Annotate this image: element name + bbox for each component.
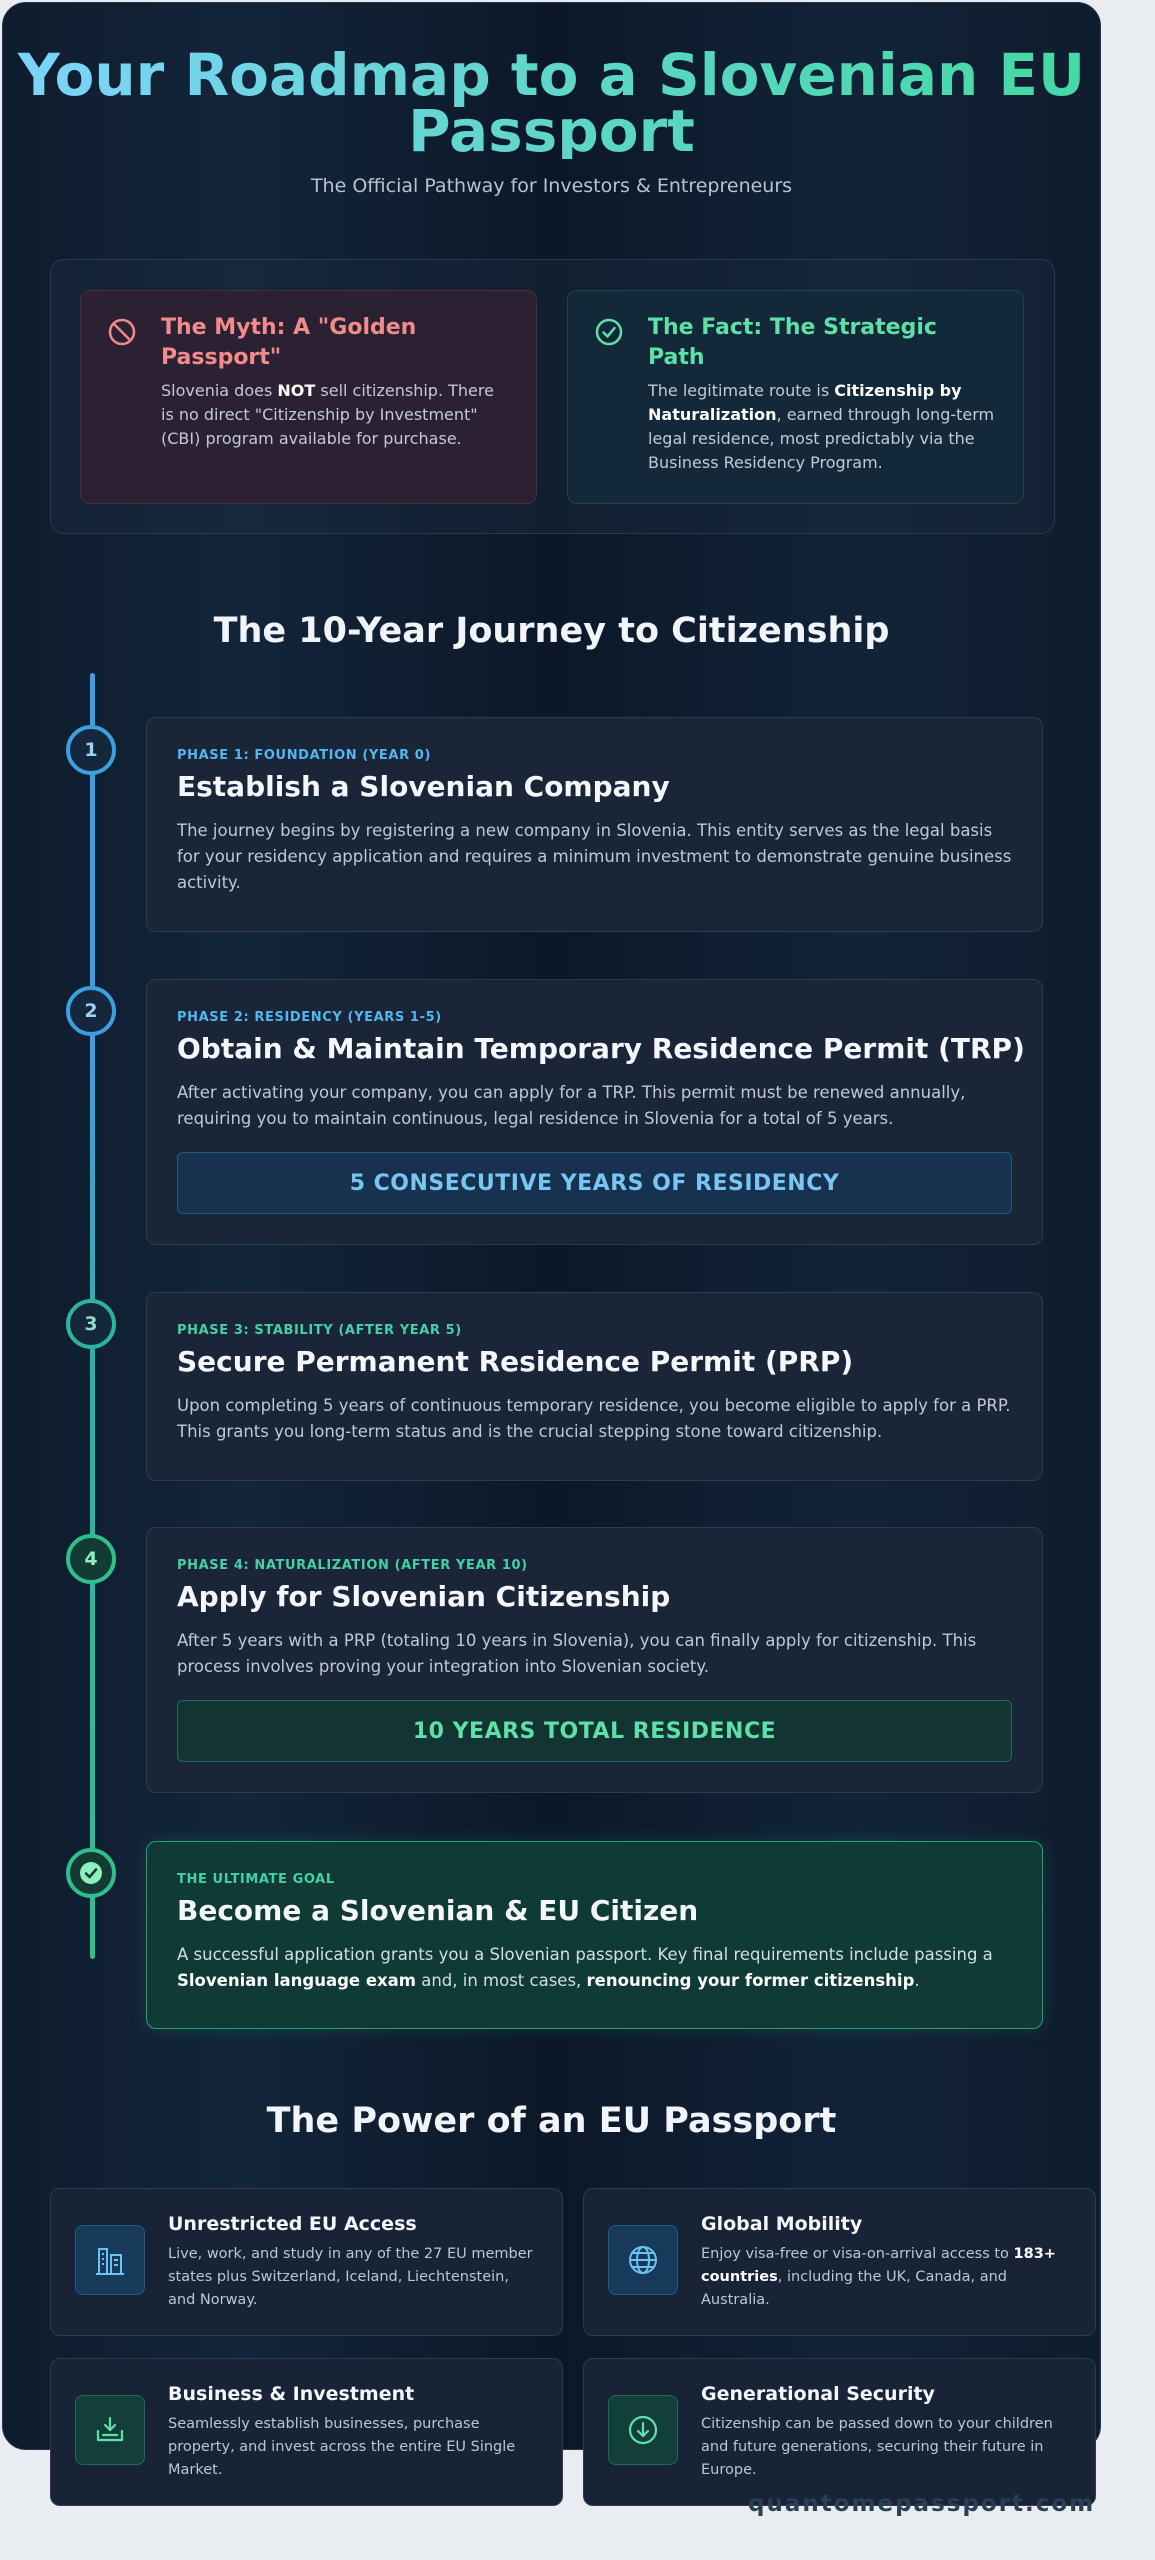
benefit-text: Live, work, and study in any of the 27 EU member states plus Switzerland, Iceland, Liechtenstein, and Norway. [168, 2246, 533, 2308]
benefit-title: Global Mobility [701, 2213, 863, 2235]
phase-title: Secure Permanent Residence Permit (PRP) [177, 1345, 854, 1378]
phase-description: Upon completing 5 years of continuous temporary residence, you become eligible to apply for a PRP. This grants you long-term status and is the crucial stepping stone toward citizenship. [177, 1396, 1011, 1441]
phase-tag: PHASE 4: NATURALIZATION (AFTER YEAR 10) [177, 1558, 528, 1573]
myth-fact-panel [50, 259, 1055, 534]
journey-title: The 10-Year Journey to Citizenship [213, 611, 890, 651]
benefit-card-business [50, 2358, 563, 2506]
phase-title: Obtain & Maintain Temporary Residence Permit (TRP) [177, 1032, 1025, 1065]
goal-tag: THE ULTIMATE GOAL [177, 1872, 335, 1887]
residency-banner: 5 CONSECUTIVE YEARS OF RESIDENCY [177, 1152, 1012, 1214]
goal-title: Become a Slovenian & EU Citizen [177, 1894, 699, 1927]
phase-title: Establish a Slovenian Company [177, 770, 670, 803]
fact-card [567, 290, 1024, 504]
goal-card [146, 1841, 1043, 2029]
step-marker-3: 3 [66, 1299, 116, 1349]
buildings-icon [75, 2225, 145, 2295]
phase-tag: PHASE 3: STABILITY (AFTER YEAR 5) [177, 1323, 462, 1338]
phase-description: After 5 years with a PRP (totaling 10 years in Slovenia), you can finally apply for citizenship. This process involves proving your integration into Slovenian society. [177, 1631, 977, 1676]
benefit-card-eu-access [50, 2188, 563, 2336]
phase-card-1 [146, 717, 1043, 932]
fact-text: The legitimate route is Citizenship by Naturalization, earned through long-term legal residence, most predictably via the Business Residency Program. [648, 381, 995, 472]
step-marker-1: 1 [66, 725, 116, 775]
phase-card-4 [146, 1527, 1043, 1793]
step-marker-2: 2 [66, 986, 116, 1036]
myth-card [80, 290, 537, 504]
download-circle-icon [608, 2395, 678, 2465]
benefit-title: Business & Investment [168, 2383, 415, 2405]
goal-description: A successful application grants you a Slovenian passport. Key final requirements include passing a Slovenian language exam and, in most cases, renouncing your former citizenship. [177, 1945, 993, 1990]
phase-description: The journey begins by registering a new company in Slovenia. This entity serves as the legal basis for your residency application and requires a minimum investment to demonstrate genuine business activity. [177, 821, 1012, 892]
fact-title: The Fact: The Strategic Path [648, 315, 937, 370]
page-title: Your Roadmap to a Slovenian EU Passport [3, 47, 1100, 159]
benefit-title: Generational Security [701, 2383, 935, 2405]
phase-tag: PHASE 2: RESIDENCY (YEARS 1-5) [177, 1010, 442, 1025]
phase-description: After activating your company, you can apply for a TRP. This permit must be renewed annually, requiring you to maintain continuous, legal residence in Slovenia for a total of 5 years. [177, 1083, 966, 1128]
myth-title: The Myth: A "Golden Passport" [161, 315, 417, 370]
benefit-card-global-mobility [583, 2188, 1096, 2336]
myth-text: Slovenia does NOT sell citizenship. There is no direct "Citizenship by Investment" (CBI) program available for purchase. [161, 381, 494, 448]
phase-tag: PHASE 1: FOUNDATION (YEAR 0) [177, 748, 431, 763]
check-circle-icon [594, 317, 624, 347]
goal-marker [66, 1848, 116, 1898]
phase-title: Apply for Slovenian Citizenship [177, 1580, 671, 1613]
benefit-text: Enjoy visa-free or visa-on-arrival access to 183+ countries, including the UK, Canada, and Australia. [701, 2246, 1056, 2308]
step-marker-4: 4 [66, 1534, 116, 1584]
watermark: quantomepassport.com [748, 2491, 1096, 2517]
prohibited-icon [107, 317, 137, 347]
infographic-frame [2, 2, 1101, 2517]
benefit-text: Citizenship can be passed down to your children and future generations, securing their future in Europe. [701, 2416, 1053, 2478]
benefit-card-generational [583, 2358, 1096, 2506]
benefit-text: Seamlessly establish businesses, purchase property, and invest across the entire EU Single Market. [168, 2416, 516, 2478]
phase-card-2 [146, 979, 1043, 1245]
investment-icon [75, 2395, 145, 2465]
benefits-title: The Power of an EU Passport [266, 2101, 837, 2141]
total-residence-banner: 10 YEARS TOTAL RESIDENCE [177, 1700, 1012, 1762]
page-subtitle: The Official Pathway for Investors & Entrepreneurs [310, 175, 793, 197]
globe-icon [608, 2225, 678, 2295]
phase-card-3 [146, 1292, 1043, 1481]
check-badge-icon [78, 1860, 104, 1886]
benefit-title: Unrestricted EU Access [168, 2213, 417, 2235]
